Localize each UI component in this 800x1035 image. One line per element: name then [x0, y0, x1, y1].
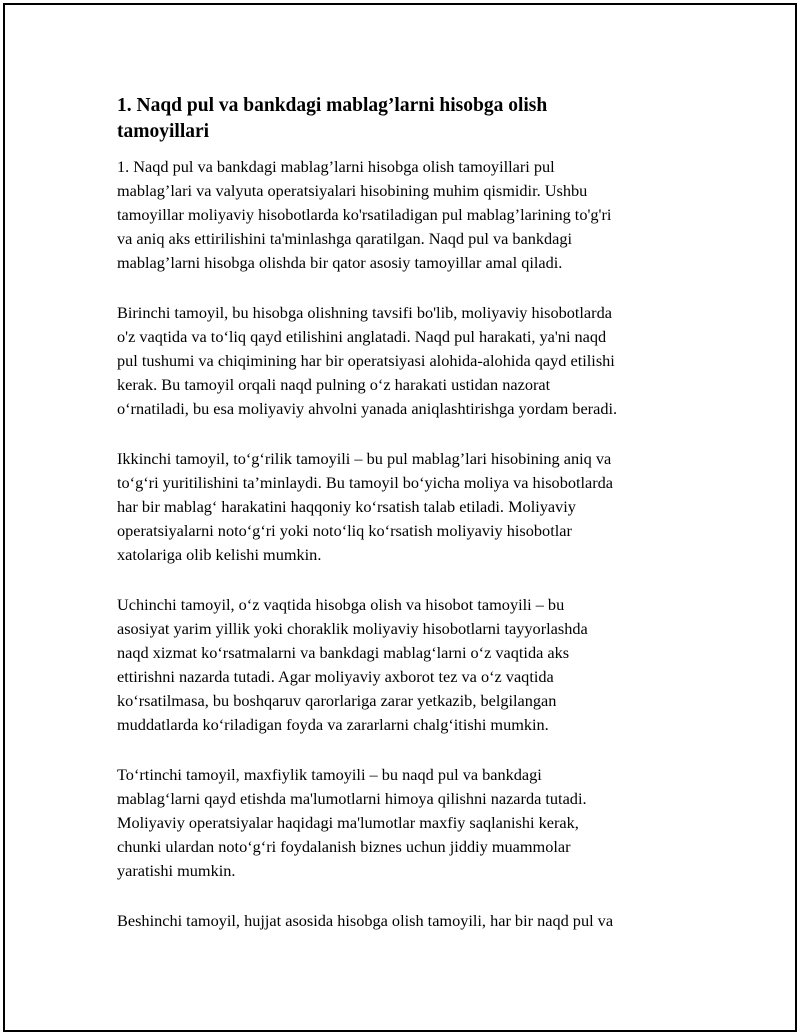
text-line: mablag’larni hisobga olishda bir qator asosiy tamoyillar amal qiladi.	[117, 253, 563, 272]
text-line: xatolariga olib kelishi mumkin.	[117, 545, 322, 564]
text-line: har bir mablag‘ harakatini haqqoniy ko‘rsatish talab etiladi. Moliyaviy	[117, 497, 576, 516]
text-line: o‘rnatiladi, bu esa moliyaviy ahvolni yanada aniqlashtirishga yordam beradi.	[117, 399, 618, 418]
text-line: va aniq aks ettirilishini ta'minlashga qaratilgan. Naqd pul va bankdagi	[117, 229, 573, 248]
text-line: Beshinchi tamoyil, hujjat asosida hisobga olish tamoyili, har bir naqd pul va	[117, 911, 614, 930]
text-line: naqd xizmat ko‘rsatmalarni va bankdagi mablag‘larni o‘z vaqtida aks	[117, 643, 570, 662]
text-line: o'z vaqtida va to‘liq qayd etilishini anglatadi. Naqd pul harakati, ya'ni naqd	[117, 327, 607, 346]
text-line: yaratishi mumkin.	[117, 861, 236, 880]
text-line: pul tushumi va chiqimining har bir operatsiyasi alohida-alohida qayd etilishi	[117, 351, 615, 370]
text-line: ko‘rsatilmasa, bu boshqaruv qarorlariga zarar yetkazib, belgilangan	[117, 691, 557, 710]
text-line: tamoyillar moliyaviy hisobotlarda ko'rsatiladigan pul mablag’larining to'g'ri	[117, 205, 612, 224]
text-line: to‘g‘ri yuritilishini ta’minlaydi. Bu tamoyil bo‘yicha moliya va hisobotlarda	[117, 473, 614, 492]
heading-line: tamoyillari	[117, 121, 210, 142]
heading-line: 1. Naqd pul va bankdagi mablag’larni hisobga olish	[117, 95, 548, 116]
text-line: asosiyat yarim yillik yoki choraklik moliyaviy hisobotlarni tayyorlashda	[117, 619, 588, 638]
paragraph-first-principle	[117, 301, 687, 421]
paragraph-third-principle	[117, 593, 687, 737]
text-line: mablag’lari va valyuta operatsiyalari hisobining muhim qismidir. Ushbu	[117, 181, 588, 200]
text-line: chunki ulardan noto‘g‘ri foydalanish biznes uchun jiddiy muammolar	[117, 837, 571, 856]
text-line: Moliyaviy operatsiyalar haqidagi ma'lumotlar maxfiy saqlanishi kerak,	[117, 813, 579, 832]
text-line: Birinchi tamoyil, bu hisobga olishning tavsifi bo'lib, moliyaviy hisobotlarda	[117, 303, 612, 322]
text-line: operatsiyalarni noto‘g‘ri yoki noto‘liq ko‘rsatish moliyaviy hisobotlar	[117, 521, 572, 540]
text-line: kerak. Bu tamoyil orqali naqd pulning o‘z harakati ustidan nazorat	[117, 375, 551, 394]
document-heading	[117, 93, 687, 145]
text-line: mablag‘larni qayd etishda ma'lumotlarni himoya qilishni nazarda tutadi.	[117, 789, 587, 808]
text-line: Ikkinchi tamoyil, to‘g‘rilik tamoyili – bu pul mablag’lari hisobining aniq va	[117, 449, 612, 468]
paragraph-fifth-principle	[117, 909, 687, 933]
text-line: muddatlarda ko‘riladigan foyda va zararlarni chalg‘itishi mumkin.	[117, 715, 549, 734]
text-line: ettirishni nazarda tutadi. Agar moliyaviy axborot tez va o‘z vaqtida	[117, 667, 554, 686]
text-line: To‘rtinchi tamoyil, maxfiylik tamoyili – bu naqd pul va bankdagi	[117, 765, 542, 784]
paragraph-intro	[117, 155, 687, 275]
paragraph-fourth-principle	[117, 763, 687, 883]
document-body	[117, 93, 687, 959]
text-line: Uchinchi tamoyil, o‘z vaqtida hisobga olish va hisobot tamoyili – bu	[117, 595, 565, 614]
paragraph-second-principle	[117, 447, 687, 567]
text-line: 1. Naqd pul va bankdagi mablag’larni hisobga olish tamoyillari pul	[117, 157, 555, 176]
